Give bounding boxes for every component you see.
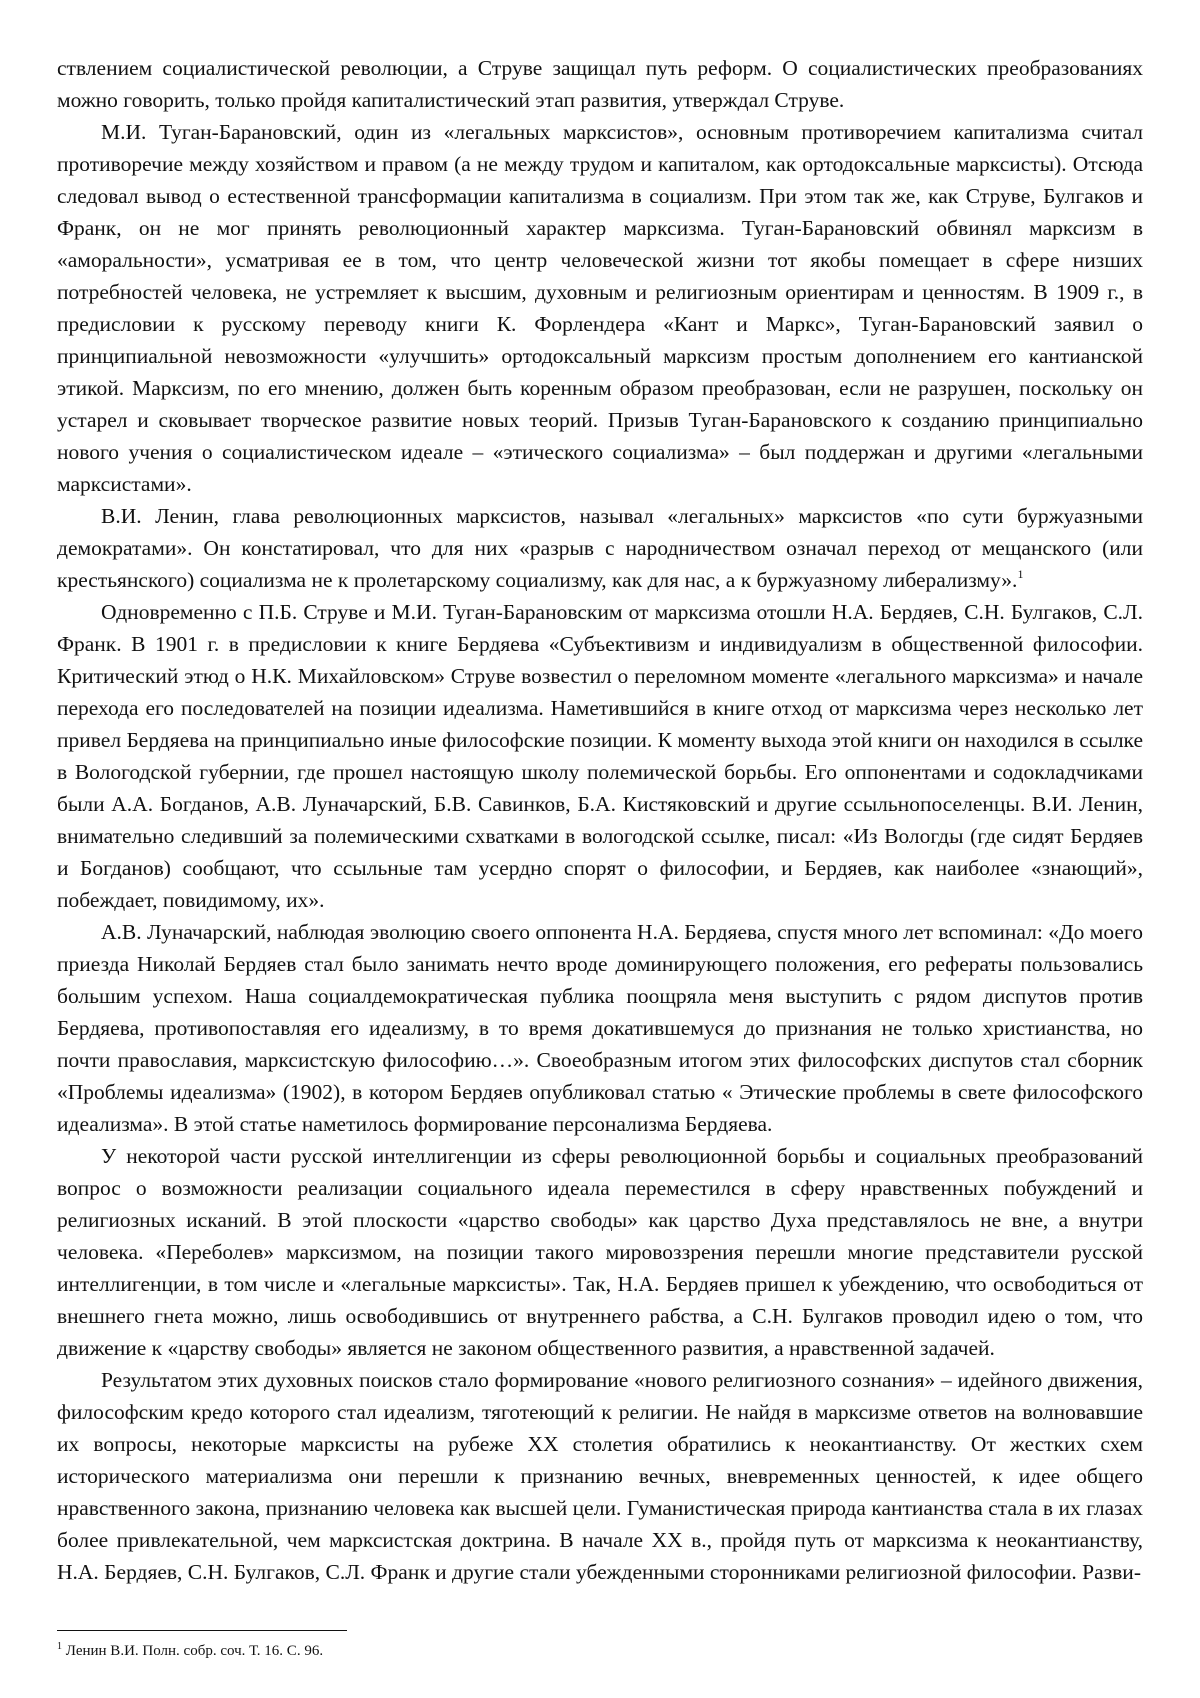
footnote-marker: 1	[57, 1641, 62, 1652]
paragraph-2: М.И. Туган-Барановский, один из «легальных марксистов», основным противоречием капитализма считал противоречие между хозяйством и правом (а не между трудом и капиталом, как ортодоксальные марксисты). Отсюда следовал вывод о естественной трансформации капитализма в социализм. При этом так же, как Струве, Булгаков и Франк, он не мог принять революционный характер марксизма. Туган-Барановский обвинял марксизм в «аморальности», усматривая ее в том, что центр человеческой жизни тот якобы помещает в сфере низших потребностей человека, не устремляет к высшим, духовным и религиозным ориентирам и ценностям. В 1909 г., в предисловии к русскому переводу книги К. Форлендера «Кант и Маркс», Туган-Барановский заявил о принципиальной невозможности «улучшить» ортодоксальный марксизм простым дополнением его кантианской этикой. Марксизм, по его мнению, должен быть коренным образом преобразован, если не разрушен, поскольку он устарел и сковывает творческое развитие новых теорий. Призыв Туган-Барановского к созданию принципиально нового учения о социалистическом идеале – «этического социализма» – был поддержан и другими «легальными марксистами».	[57, 120, 1143, 496]
footnotes	[57, 1630, 1143, 1661]
paragraph-4: Одновременно с П.Б. Струве и М.И. Туган-Барановским от марксизма отошли Н.А. Бердяев, С.Н. Булгаков, С.Л. Франк. В 1901 г. в предисловии к книге Бердяева «Субъективизм и индивидуализм в общественной философии. Критический этюд о Н.К. Михайловском» Струве возвестил о переломном моменте «легального марксизма» и начале перехода его последователей на позиции идеализма. Наметившийся в книге отход от марксизма через несколько лет привел Бердяева на принципиально иные философские позиции. К моменту выхода этой книги он находился в ссылке в Вологодской губернии, где прошел настоящую школу полемической борьбы. Его оппонентами и содокладчиками были А.А. Богданов, А.В. Луначарский, Б.В. Савинков, Б.А. Кистяковский и другие ссыльнопоселенцы. В.И. Ленин, внимательно следивший за полемическими схватками в вологодской ссылке, писал: «Из Вологды (где сидят Бердяев и Богданов) сообщают, что ссыльные там усердно спорят о философии, и Бердяев, как наиболее «знающий», побеждает, повидимому, их».	[57, 600, 1143, 912]
footnote-1	[57, 1641, 1143, 1661]
paragraph-7: Результатом этих духовных поисков стало формирование «нового религиозного сознания» – идейного движения, философским кредо которого стал идеализм, тяготеющий к религии. Не найдя в марксизме ответов на волновавшие их вопросы, некоторые марксисты на рубеже XX столетия обратились к неокантианству. От жестких схем исторического материализма они перешли к признанию вечных, вневременных ценностей, к идее общего нравственного закона, признанию человека как высшей цели. Гуманистическая природа кантианства стала в их глазах более привлекательной, чем марксистская доктрина. В начале XX в., пройдя путь от марксизма к неокантианству, Н.А. Бердяев, С.Н. Булгаков, С.Л. Франк и другие стали убежденными сторонниками религиозной философии. Разви-	[57, 1368, 1143, 1584]
footnote-text: Ленин В.И. Полн. собр. соч. Т. 16. С. 96.	[65, 1643, 324, 1659]
paragraph-6: У некоторой части русской интеллигенции из сферы революционной борьбы и социальных преобразований вопрос о возможности реализации социального идеала переместился в сферу нравственных побуждений и религиозных исканий. В этой плоскости «царство свободы» как царство Духа представлялось не вне, а внутри человека. «Переболев» марксизмом, на позиции такого мировоззрения перешли многие представители русской интеллигенции, в том числе и «легальные марксисты». Так, Н.А. Бердяев пришел к убеждению, что освободиться от внешнего гнета можно, лишь освободившись от внутреннего рабства, а С.Н. Булгаков проводил идею о том, что движение к «царству свободы» является не законом общественного развития, а нравственной задачей.	[57, 1144, 1143, 1360]
footnote-reference[interactable]: 1	[1017, 567, 1024, 581]
paragraph-3	[57, 500, 1143, 596]
paragraph-5: А.В. Луначарский, наблюдая эволюцию своего оппонента Н.А. Бердяева, спустя много лет вспоминал: «До моего приезда Николай Бердяев стал было занимать нечто вроде доминирующего положения, его рефераты пользовались большим успехом. Наша социалдемократическая публика поощряла меня выступить с рядом диспутов против Бердяева, противопоставляя его идеализму, в то время докатившемуся до признания не только христианства, но почти православия, марксистскую философию…». Своеобразным итогом этих философских диспутов стал сборник «Проблемы идеализма» (1902), в котором Бердяев опубликовал статью « Этические проблемы в свете философского идеализма». В этой статье наметилось формирование персонализма Бердяева.	[57, 920, 1143, 1136]
footnote-divider	[57, 1630, 347, 1631]
document-body	[57, 52, 1143, 1588]
paragraph-3-text: В.И. Ленин, глава революционных марксистов, называл «легальных» марксистов «по сути буржуазными демократами». Он констатировал, что для них «разрыв с народничеством означал переход от мещанского (или крестьянского) социализма не к пролетарскому социализму, как для нас, а к буржуазному либерализму».	[57, 504, 1143, 592]
paragraph-1: ствлением социалистической революции, а Струве защищал путь реформ. О социалистических преобразованиях можно говорить, только пройдя капиталистический этап развития, утверждал Струве.	[57, 56, 1143, 112]
